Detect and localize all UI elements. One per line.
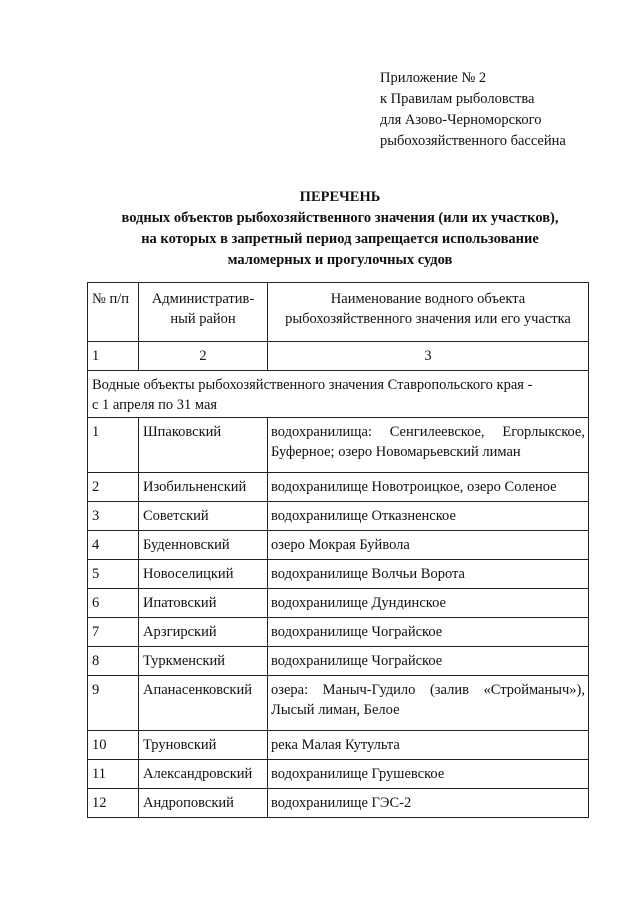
header-object (268, 283, 589, 342)
row-district: Александровский (139, 760, 268, 789)
section-row (88, 371, 589, 418)
annex-line: Приложение № 2 (380, 70, 487, 86)
title-line: на которых в запретный период запрещается использование (141, 231, 539, 247)
row-district: Андроповский (139, 789, 268, 818)
row-district: Изобильненский (139, 473, 268, 502)
row-object: озеро Мокрая Буйвола (268, 531, 589, 560)
water-objects-table (87, 282, 589, 818)
table-row (88, 473, 589, 502)
table-row (88, 418, 589, 473)
header-object-line: рыбохозяйственного значения или его участка (285, 311, 571, 327)
annex-line: для Азово-Черноморского (380, 112, 542, 128)
row-district: Арзгирский (139, 618, 268, 647)
row-number: 12 (88, 789, 139, 818)
table-header-row (88, 283, 589, 342)
section-line: с 1 апреля по 31 мая (92, 397, 218, 413)
row-object: водохранилище ГЭС-2 (268, 789, 589, 818)
row-number: 6 (88, 589, 139, 618)
row-district: Буденновский (139, 531, 268, 560)
row-object: водохранилища: Сенгилеевское, Егорлыкское, Буферное; озеро Новомарьевский лиман (268, 418, 589, 473)
header-number: № п/п (88, 283, 139, 342)
row-district: Шпаковский (139, 418, 268, 473)
column-number: 1 (88, 342, 139, 371)
row-district: Новоселицкий (139, 560, 268, 589)
row-object: водохранилище Волчьи Ворота (268, 560, 589, 589)
annex-line: к Правилам рыболовства (380, 91, 535, 107)
section-line: Водные объекты рыбохозяйственного значения Ставропольского края - (92, 377, 533, 393)
row-number: 4 (88, 531, 139, 560)
column-numbers-row (88, 342, 589, 371)
table-row (88, 676, 589, 731)
row-number: 11 (88, 760, 139, 789)
table-row (88, 502, 589, 531)
row-district: Туркменский (139, 647, 268, 676)
table-row (88, 531, 589, 560)
row-number: 5 (88, 560, 139, 589)
title-line: водных объектов рыбохозяйственного значения (или их участков), (121, 210, 559, 226)
header-district-line: ный район (170, 311, 236, 327)
row-district: Советский (139, 502, 268, 531)
row-object: озера: Маныч-Гудило (залив «Стройманыч»), Лысый лиман, Белое (268, 676, 589, 731)
header-object-line: Наименование водного объекта (330, 291, 526, 307)
section-heading (88, 371, 589, 418)
row-object: водохранилище Дундинское (268, 589, 589, 618)
annex-note (380, 68, 566, 152)
row-object: водохранилище Новотроицкое, озеро Соленое (268, 473, 589, 502)
table-row (88, 760, 589, 789)
column-number: 2 (139, 342, 268, 371)
row-number: 9 (88, 676, 139, 731)
row-object: водохранилище Отказненское (268, 502, 589, 531)
annex-line: рыбохозяйственного бассейна (380, 133, 566, 149)
row-district: Ипатовский (139, 589, 268, 618)
column-number: 3 (268, 342, 589, 371)
row-district: Апанасенковский (139, 676, 268, 731)
table-row (88, 589, 589, 618)
row-number: 10 (88, 731, 139, 760)
header-district (139, 283, 268, 342)
row-district: Труновский (139, 731, 268, 760)
row-number: 3 (88, 502, 139, 531)
table-row (88, 731, 589, 760)
row-object: река Малая Кутульта (268, 731, 589, 760)
row-number: 8 (88, 647, 139, 676)
document-title (60, 187, 620, 271)
row-number: 2 (88, 473, 139, 502)
row-number: 1 (88, 418, 139, 473)
table-row (88, 647, 589, 676)
table-row (88, 789, 589, 818)
header-district-line: Административ- (151, 291, 255, 307)
title-heading: ПЕРЕЧЕНЬ (299, 189, 381, 205)
title-line: маломерных и прогулочных судов (227, 252, 453, 268)
row-object: водохранилище Чограйское (268, 647, 589, 676)
row-object: водохранилище Чограйское (268, 618, 589, 647)
table-row (88, 560, 589, 589)
row-number: 7 (88, 618, 139, 647)
table-row (88, 618, 589, 647)
row-object: водохранилище Грушевское (268, 760, 589, 789)
